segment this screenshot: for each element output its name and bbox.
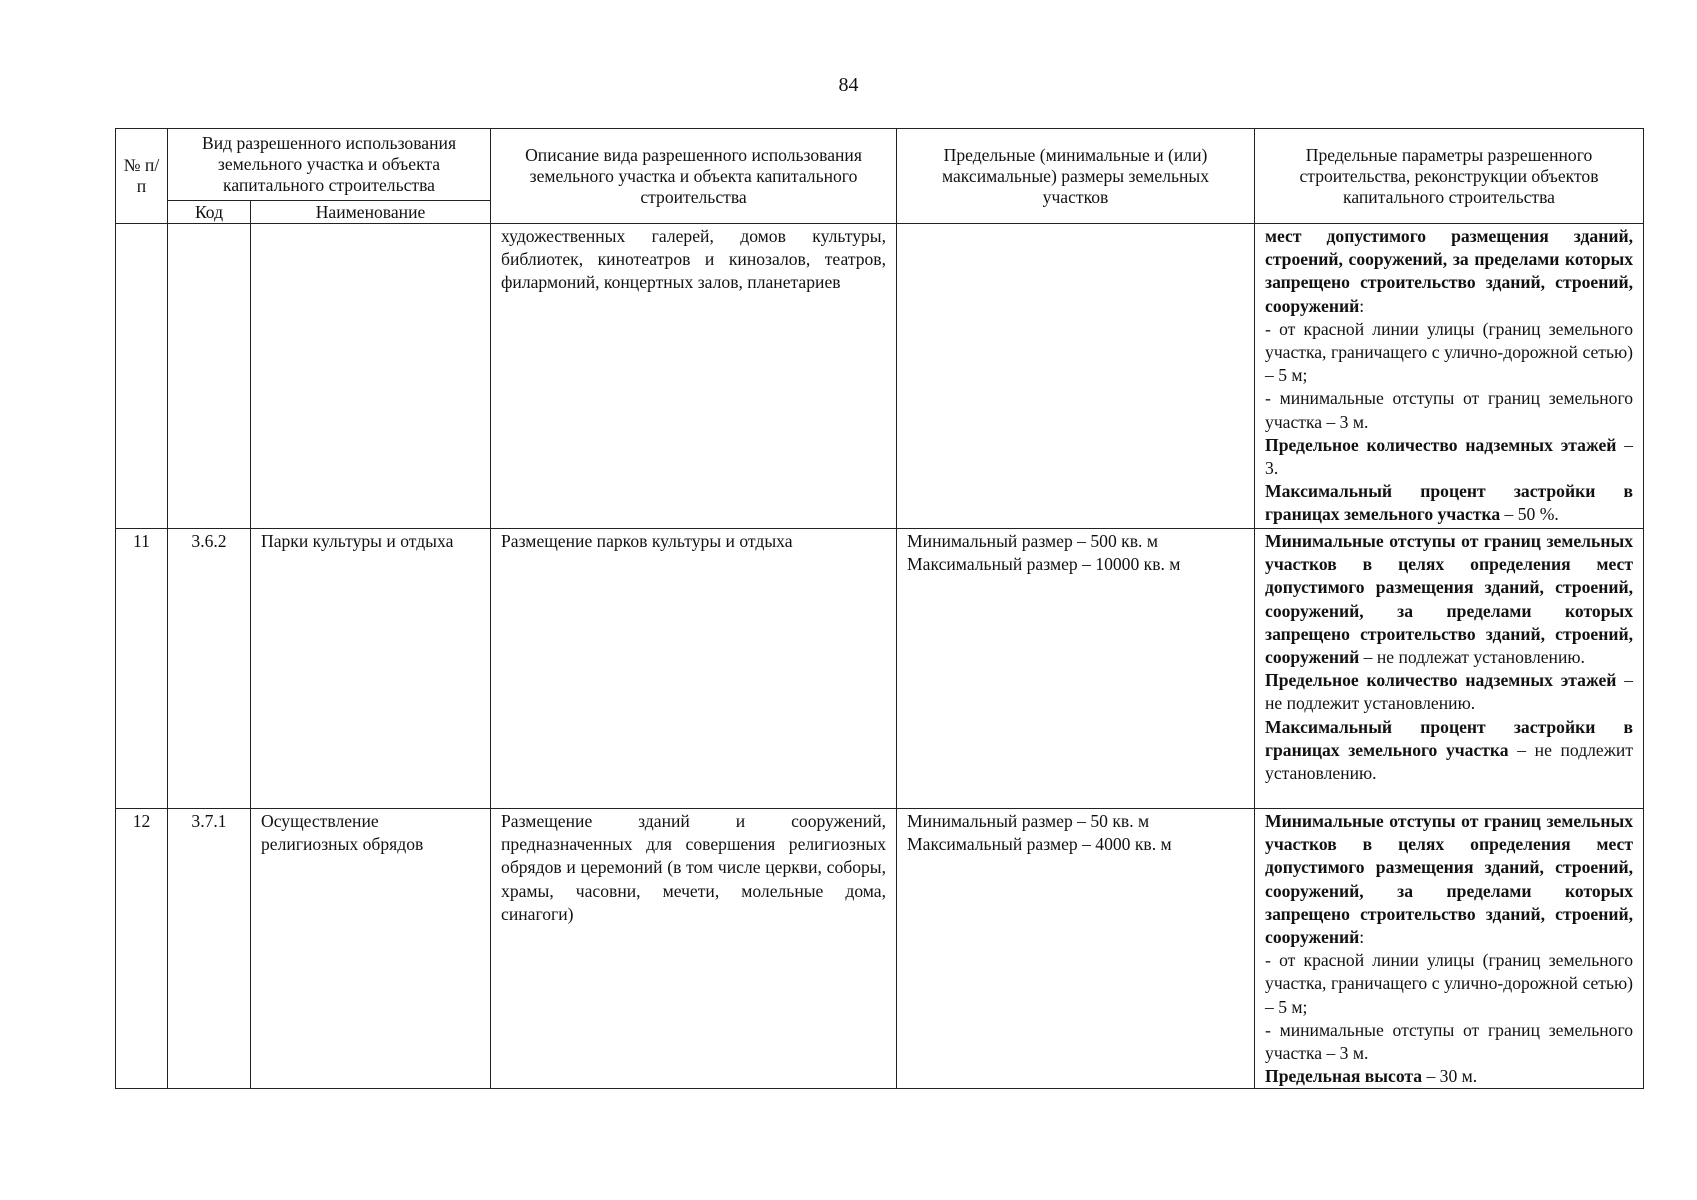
param-text: – не подлежат установлению. (1359, 647, 1585, 668)
param-paragraph (1265, 480, 1633, 526)
param-text: – 30 м. (1422, 1066, 1478, 1087)
param-paragraph (1265, 949, 1633, 1019)
param-paragraph (1265, 669, 1633, 715)
row-description-cell: художественных галерей, домов культуры, библиотек, кинотеатров и кинозалов, театров, филармоний, концертных залов, планетариев (491, 224, 897, 529)
row-description-cell: Размещение зданий и сооружений, предназначенных для совершения религиозных обрядов и церемоний (в том числе церкви, соборы, храмы, часовни, мечети, молельные дома, синагоги) (491, 809, 897, 1089)
param-paragraph (1265, 225, 1633, 318)
page-number: 84 (838, 74, 859, 96)
header-vri-group: Вид разрешенного использования земельного участка и объекта капитального строительства (168, 129, 491, 201)
param-text: : (1359, 927, 1365, 948)
param-text: – не подлежит установлению. (1265, 670, 1634, 714)
param-paragraph (1265, 387, 1633, 433)
param-text: – 3. (1265, 434, 1634, 479)
param-bold: Предельная высота (1265, 1066, 1423, 1087)
param-paragraph (1265, 810, 1633, 949)
row-sizes-cell (897, 809, 1255, 1089)
row-params-cell (1255, 224, 1644, 529)
size-line: Минимальный размер – 500 кв. м (907, 531, 1158, 551)
param-text: – 50 %. (1500, 504, 1559, 525)
header-name: Наименование (251, 201, 491, 224)
header-num: № п/п (116, 129, 168, 224)
param-bold: мест допустимого размещения зданий, строений, сооружений, за пределами которых запрещено строительство зданий, строений, сооружений (1265, 226, 1634, 316)
size-line: Максимальный размер – 4000 кв. м (907, 834, 1172, 855)
row-name-cell (251, 224, 491, 529)
header-sizes: Предельные (минимальные и (или) максимальные) размеры земельных участков (897, 129, 1255, 224)
param-paragraph (1265, 1065, 1633, 1088)
size-line: Минимальный размер – 50 кв. м (907, 811, 1150, 831)
param-text: : (1359, 295, 1365, 316)
row-code-cell: 3.6.2 (168, 529, 251, 809)
param-paragraph (1265, 716, 1633, 786)
header-code: Код (168, 201, 251, 224)
param-bold: Минимальные отступы от границ земельных участков в целях определения мест допустимого размещения зданий, строений, сооружений, за пределами которых запрещено строительство зданий, строений, сооружений (1265, 531, 1634, 668)
row-description-cell: Размещение парков культуры и отдыха (491, 529, 897, 809)
row-name-cell: Осуществление религиозных обрядов (251, 809, 491, 1089)
param-paragraph (1265, 530, 1633, 669)
param-bold: Максимальный процент застройки в границах земельного участка (1265, 481, 1634, 525)
row-sizes-cell (897, 224, 1255, 529)
param-text: - от красной линии улицы (границ земельного участка, граничащего с улично-дорожной сетью) – 5 м; (1265, 318, 1634, 386)
param-bold: Максимальный процент застройки в границах земельного участка (1265, 716, 1634, 760)
table-row (116, 529, 1644, 809)
size-line: Максимальный размер – 10000 кв. м (907, 554, 1181, 575)
param-bold: Предельное количество надземных этажей (1265, 434, 1617, 455)
land-use-table (115, 128, 1644, 1089)
row-number-cell: 11 (116, 529, 168, 809)
table-row (116, 224, 1644, 529)
row-code-cell (168, 224, 251, 529)
row-number-cell: 12 (116, 809, 168, 1089)
param-bold: Минимальные отступы от границ земельных участков в целях определения мест допустимого размещения зданий, строений, сооружений, за пределами которых запрещено строительство зданий, строений, сооружений (1265, 811, 1634, 948)
param-text: - минимальные отступы от границ земельного участка – 3 м. (1265, 388, 1634, 432)
row-params-cell (1255, 809, 1644, 1089)
row-code-cell: 3.7.1 (168, 809, 251, 1089)
row-params-cell (1255, 529, 1644, 809)
param-paragraph (1265, 318, 1633, 388)
param-text: - от красной линии улицы (границ земельного участка, граничащего с улично-дорожной сетью) – 5 м; (1265, 950, 1634, 1017)
header-params: Предельные параметры разрешенного строительства, реконструкции объектов капитального строительства (1255, 129, 1644, 224)
row-sizes-cell (897, 529, 1255, 809)
param-bold: Предельное количество надземных этажей (1265, 670, 1617, 691)
param-text: – не подлежит установлению. (1265, 739, 1634, 784)
row-name-cell: Парки культуры и отдыха (251, 529, 491, 809)
param-paragraph (1265, 434, 1633, 480)
row-number-cell (116, 224, 168, 529)
param-paragraph (1265, 1019, 1633, 1065)
table-row (116, 809, 1644, 1089)
param-text: - минимальные отступы от границ земельного участка – 3 м. (1265, 1019, 1634, 1064)
header-description: Описание вида разрешенного использования земельного участка и объекта капитального строительства (491, 129, 897, 224)
